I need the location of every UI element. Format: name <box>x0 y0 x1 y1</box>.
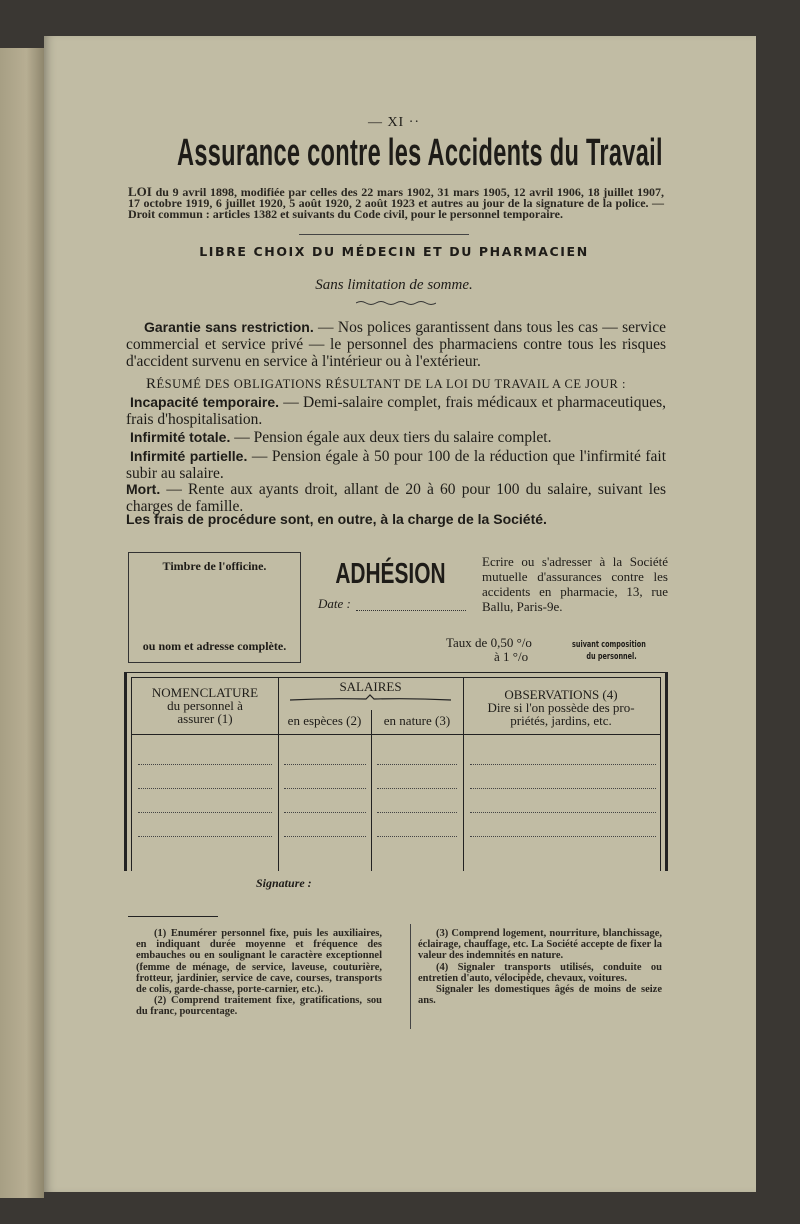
personnel-table <box>124 672 668 871</box>
rate-note <box>572 639 646 663</box>
frais-paragraph <box>126 511 666 528</box>
obligation-1 <box>126 394 666 428</box>
law-lead: LOI <box>128 184 152 199</box>
table-row <box>138 812 272 813</box>
obligation-lead: Infirmité partielle. <box>130 448 248 464</box>
resume-initial: R <box>146 376 157 392</box>
table-row <box>470 836 656 837</box>
footnote-column-divider <box>410 924 411 1029</box>
obligation-lead: Infirmité totale. <box>130 429 231 445</box>
date-label: Date : <box>318 596 351 611</box>
table-row <box>377 836 457 837</box>
signature-label: Signature : <box>256 876 312 890</box>
footnote-5: Signaler les domestiques âgés de moins de seize ans. <box>418 984 662 1007</box>
obligation-text: — Demi-salaire complet, frais médicaux et pharmaceutiques, frais d'hospitalisation. <box>126 394 666 428</box>
col-nature-header: en nature (3) <box>383 713 451 728</box>
col-salaires-header: SALAIRES <box>339 679 402 694</box>
col-nomenclature-header <box>132 686 278 725</box>
obligation-lead: Incapacité temporaire. <box>130 394 279 410</box>
table-row <box>284 788 366 789</box>
header-line: OBSERVATIONS (4) <box>504 687 618 702</box>
rate-line-2: à 1 °/o <box>494 649 529 664</box>
obligation-2 <box>126 429 666 446</box>
rate-note-2: du personnel. <box>586 652 637 662</box>
table-row <box>284 836 366 837</box>
table-column-divider <box>278 678 279 871</box>
stamp-box <box>128 552 301 663</box>
footnote-3: (3) Comprend logement, nourriture, blanchissage, éclairage, chauffage, etc. La Société accepte de fixer la valeur des indemnités en nature. <box>418 928 662 962</box>
header-line: du personnel à <box>167 698 243 713</box>
table-row <box>470 812 656 813</box>
table-row <box>138 788 272 789</box>
obligation-text: — Pension égale à 50 pour 100 de la réduction que l'infirmité fait subir au salaire. <box>126 448 667 482</box>
obligation-lead: Mort. <box>126 481 161 497</box>
table-row <box>377 764 457 765</box>
obligation-3 <box>126 448 666 482</box>
date-field-line <box>356 610 466 611</box>
rate-block <box>446 636 532 664</box>
footnote-2: (2) Comprend traitement fixe, gratifications, sou du franc, pourcentage. <box>136 995 382 1018</box>
footnote-1: (1) Enumérer personnel fixe, puis les auxiliaires, en indiquant durée moyenne et fréquence des embauches ou en soulignant le caractère exceptionnel (femme de ménage, de service, laveuse, couturière, frotteur, jardinier, service de cave, courses, transports de colis, garde-chasse, porte-carnier, etc.). <box>136 928 382 996</box>
table-row <box>284 764 366 765</box>
header-line: Dire si l'on possède des pro- <box>487 700 635 715</box>
page-number: — XI ·· <box>367 115 421 130</box>
garantie-lead: Garantie sans restriction. <box>144 319 314 335</box>
adhesion-heading: ADHÉSION <box>335 558 446 590</box>
rate-note-1: suivant composition <box>572 640 646 650</box>
garantie-paragraph <box>126 319 666 370</box>
subheading: Sans limitation de somme. <box>315 277 473 293</box>
stamp-box-label: Timbre de l'officine. <box>162 559 267 573</box>
header-line: priétés, jardins, etc. <box>510 713 612 728</box>
garantie-text: — Nos polices garantissent dans tous les cas — service commercial et service privé — le personnel des pharmaciens contre tous les risques d'accident survenu en service à l'intérieur ou à l'extérieur. <box>126 319 666 370</box>
page-title: Assurance contre les Accidents du Travail <box>177 132 663 174</box>
resume-text: ÉSUMÉ DES OBLIGATIONS RÉSULTANT DE LA LOI DU TRAVAIL A CE JOUR : <box>156 377 626 391</box>
table-row <box>377 812 457 813</box>
brace-ornament <box>288 694 453 704</box>
law-text: du 9 avril 1898, modifiée par celles des 22 mars 1902, 31 mars 1905, 12 avril 1906, 18 juillet 1907, 17 octobre 1919, 6 juillet 1920, 5 août 1920, 2 août 1923 et autres au jour de la signature de la police. — Droit commun : articles 1382 et suivants du Code civil, pour le personnel temporaire. <box>128 185 665 221</box>
footnotes-left <box>136 928 382 1018</box>
rate-line-1: Taux de 0,50 °/o <box>446 635 532 650</box>
frais-text: Les frais de procédure sont, en outre, à la charge de la Société. <box>126 511 547 527</box>
table-row <box>470 764 656 765</box>
table-row <box>138 764 272 765</box>
resume-heading <box>146 376 666 393</box>
table-row <box>284 812 366 813</box>
footnote-4: (4) Signaler transports utilisés, conduite ou entretien d'auto, vélocipède, chevaux, voitures. <box>418 961 662 984</box>
contact-address: Ecrire ou s'adresser à la Société mutuelle d'assurances contre les accidents en pharmacie, 13, rue Ballu, Paris-9e. <box>482 554 668 614</box>
stamp-box-address-label: ou nom et adresse complète. <box>142 639 287 653</box>
col-observations-header <box>463 688 659 727</box>
footnote-rule <box>128 916 218 917</box>
table-inner <box>131 677 661 871</box>
header-line: NOMENCLATURE <box>151 685 259 700</box>
col-especes-header: en espèces (2) <box>287 713 362 728</box>
obligation-4 <box>126 481 666 515</box>
document-page <box>44 36 756 1192</box>
facing-page-edge <box>0 48 44 1198</box>
obligation-text: — Pension égale aux deux tiers du salaire complet. <box>230 429 552 446</box>
ornament-divider <box>356 300 436 306</box>
table-header-rule <box>132 734 660 735</box>
table-row <box>138 836 272 837</box>
obligation-text: — Rente aux ayants droit, allant de 20 à 60 pour 100 du salaire, suivant les charges de famille. <box>126 481 666 515</box>
law-reference <box>128 186 664 220</box>
table-row <box>470 788 656 789</box>
table-row <box>377 788 457 789</box>
footnotes-right <box>418 928 662 1006</box>
divider <box>299 234 469 235</box>
section-heading: LIBRE CHOIX DU MÉDECIN ET DU PHARMACIEN <box>199 244 589 259</box>
header-line: assurer (1) <box>177 711 233 726</box>
